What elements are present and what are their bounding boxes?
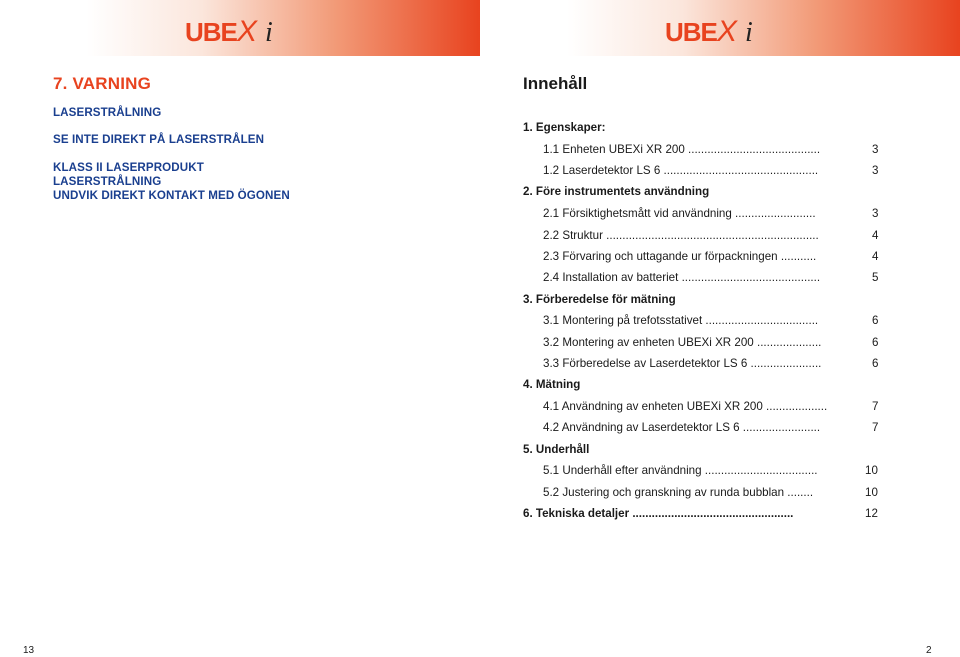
toc-entry: 1.2 Laserdetektor LS 6 ................................................ — [543, 164, 819, 177]
toc-entry: 5.2 Justering och granskning av runda bubblan ........ — [543, 486, 814, 499]
svg-text:i: i — [265, 17, 273, 48]
toc-entry: 3.1 Montering på trefotsstativet ................................... — [543, 314, 819, 327]
svg-text:X: X — [717, 15, 738, 48]
toc-entry: 5.1 Underhåll efter användning ................................... — [543, 464, 818, 477]
ubexi-logo-right — [665, 14, 775, 48]
toc-heading: 4. Mätning — [523, 378, 581, 391]
page-number-left: 13 — [23, 645, 35, 656]
toc-entry: 4.1 Användning av enheten UBEXi XR 200 ................... — [543, 400, 828, 413]
toc-entry: 3.3 Förberedelse av Laserdetektor LS 6 ...................... — [543, 357, 822, 370]
toc-page: 12 — [865, 507, 878, 520]
toc-page: 10 — [865, 486, 878, 499]
warning-line: UNDVIK DIREKT KONTAKT MED ÖGONEN — [53, 189, 290, 202]
toc-page: 7 — [872, 400, 879, 413]
svg-text:i: i — [745, 17, 753, 48]
toc-entry: 4.2 Användning av Laserdetektor LS 6 ........................ — [543, 421, 821, 434]
toc-entry: 2.4 Installation av batteriet ........................................... — [543, 271, 821, 284]
toc-page: 4 — [872, 229, 879, 242]
toc-page: 3 — [872, 143, 879, 156]
ubexi-logo-left — [185, 14, 295, 48]
toc-page: 6 — [872, 336, 879, 349]
warning-line: KLASS II LASERPRODUKT — [53, 161, 204, 174]
svg-text:UBE: UBE — [185, 17, 237, 47]
toc-page: 3 — [872, 164, 879, 177]
warning-line: LASERSTRÅLNING — [53, 175, 162, 188]
warning-title: 7. VARNING — [53, 74, 152, 93]
toc-page: 10 — [865, 464, 878, 477]
toc-page: 4 — [872, 250, 879, 263]
toc-heading: 1. Egenskaper: — [523, 121, 606, 134]
warning-line: SE INTE DIREKT PÅ LASERSTRÅLEN — [53, 133, 265, 146]
warning-line: LASERSTRÅLNING — [53, 106, 162, 119]
toc-entry: 2.3 Förvaring och uttagande ur förpackningen ........... — [543, 250, 817, 263]
svg-text:UBE: UBE — [665, 17, 717, 47]
toc-title: Innehåll — [523, 74, 588, 93]
page-number-right: 2 — [926, 645, 932, 656]
toc-page: 5 — [872, 271, 879, 284]
toc-entry: 2.1 Försiktighetsmått vid användning ......................... — [543, 207, 816, 220]
toc-heading: 5. Underhåll — [523, 443, 590, 456]
toc-page: 3 — [872, 207, 879, 220]
toc-entry: 3.2 Montering av enheten UBEXi XR 200 .................... — [543, 336, 822, 349]
toc-entry: 2.2 Struktur .................................................................. — [543, 229, 819, 242]
toc-heading: 6. Tekniska detaljer .................................................. — [523, 507, 794, 520]
toc-page: 6 — [872, 314, 879, 327]
toc-page: 7 — [872, 421, 879, 434]
toc-heading: 3. Förberedelse för mätning — [523, 293, 676, 306]
toc-heading: 2. Före instrumentets användning — [523, 185, 710, 198]
svg-text:X: X — [237, 15, 258, 48]
toc-entry: 1.1 Enheten UBEXi XR 200 ......................................... — [543, 143, 821, 156]
toc-page: 6 — [872, 357, 879, 370]
